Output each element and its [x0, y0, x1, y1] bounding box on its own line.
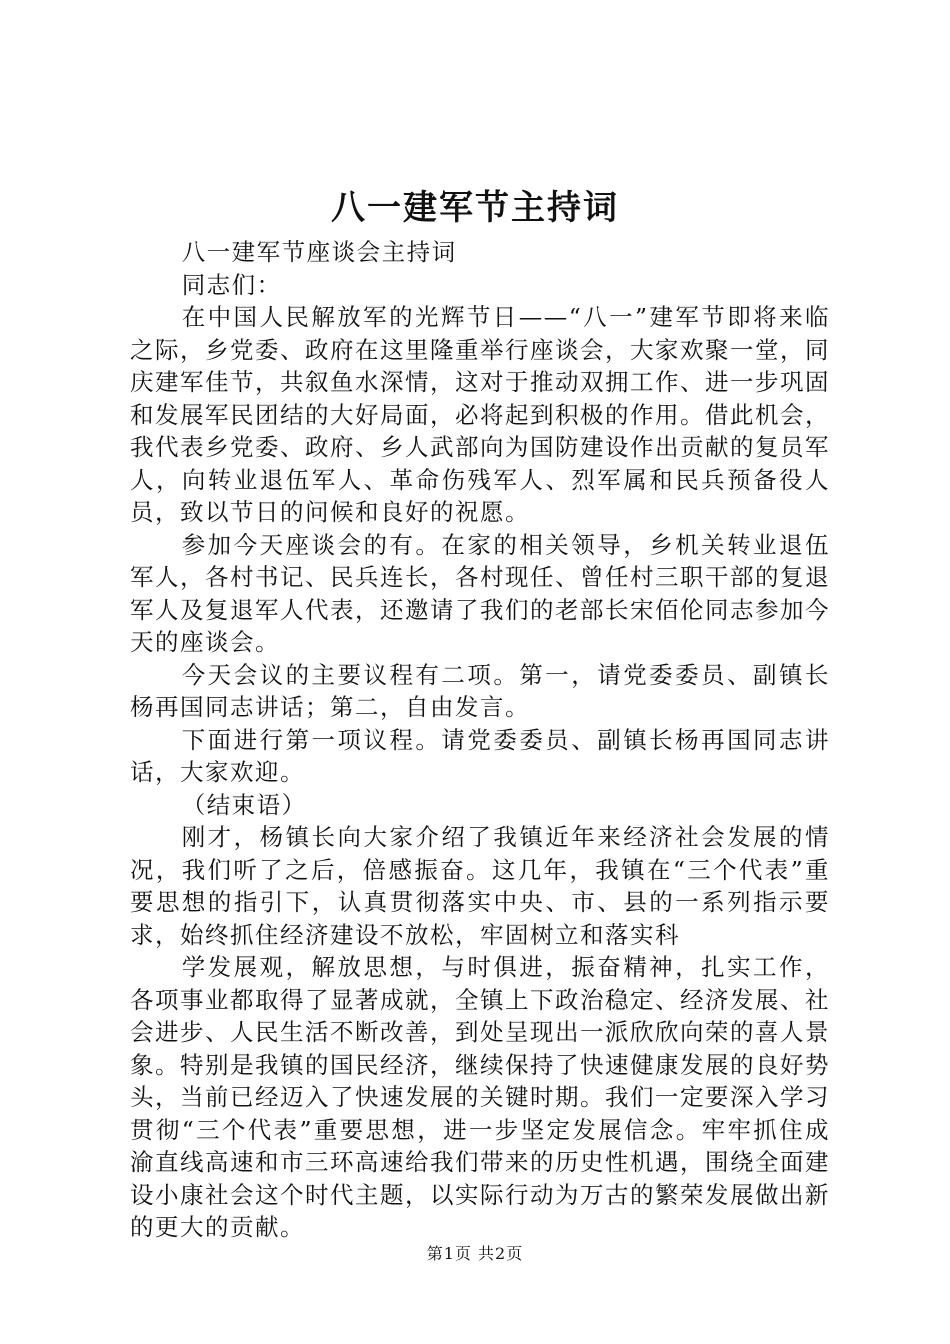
page-number-footer: 第1页 共2页 — [426, 1244, 524, 1263]
section-heading: （结束语） — [181, 790, 307, 819]
document-title: 八一建军节主持词 — [331, 188, 619, 228]
body-paragraph: 刚才，杨镇长向大家介绍了我镇近年来经济社会发展的情况，我们听了之后，倍感振奋。这几年，我镇在“三个代表”重要思想的指引下，认真贯彻落实中央、市、县的一系列指示要求，始终抓住经济建设不放松，牢固树立和落实科 — [130, 823, 830, 949]
body-paragraph: 学发展观，解放思想，与时俱进，振奋精神，扎实工作，各项事业都取得了显著成就，全镇上下政治稳定、经济发展、社会进步、人民生活不断改善，到处呈现出一派欣欣向荣的喜人景象。特别是我镇的国民经济，继续保持了快速健康发展的良好势头，当前已经迈入了快速发展的关键时期。我们一定要深入学习贯彻“三个代表”重要思想，进一步坚定发展信念。牢牢抓住成渝直线高速和市三环高速给我们带来的历史性机遇，围绕全面建设小康社会这个时代主题，以实际行动为万古的繁荣发展做出新的更大的贡献。 — [130, 953, 830, 1241]
body-paragraph: 参加今天座谈会的有。在家的相关领导，乡机关转业退伍军人，各村书记、民兵连长，各村现任、曾任村三职干部的复退军人及复退军人代表，还邀请了我们的老部长宋佰伦同志参加今天的座谈会。 — [130, 530, 830, 656]
body-paragraph: 在中国人民解放军的光辉节日——“八一”建军节即将来临之际，乡党委、政府在这里隆重举行座谈会，大家欢聚一堂，同庆建军佳节，共叙鱼水深情，这对于推动双拥工作、进一步巩固和发展军民团结的大好局面，必将起到积极的作用。借此机会，我代表乡党委、政府、乡人武部向为国防建设作出贡献的复员军人，向转业退伍军人、革命伤残军人、烈军属和民兵预备役人员，致以节日的问候和良好的祝愿。 — [130, 303, 830, 526]
salutation-paragraph: 同志们： — [181, 270, 282, 299]
body-paragraph: 下面进行第一项议程。请党委委员、副镇长杨再国同志讲话，大家欢迎。 — [130, 725, 830, 786]
subtitle-paragraph: 八一建军节座谈会主持词 — [181, 238, 457, 266]
body-paragraph: 今天会议的主要议程有二项。第一，请党委委员、副镇长杨再国同志讲话；第二，自由发言。 — [130, 660, 830, 721]
document-body — [130, 236, 830, 1244]
